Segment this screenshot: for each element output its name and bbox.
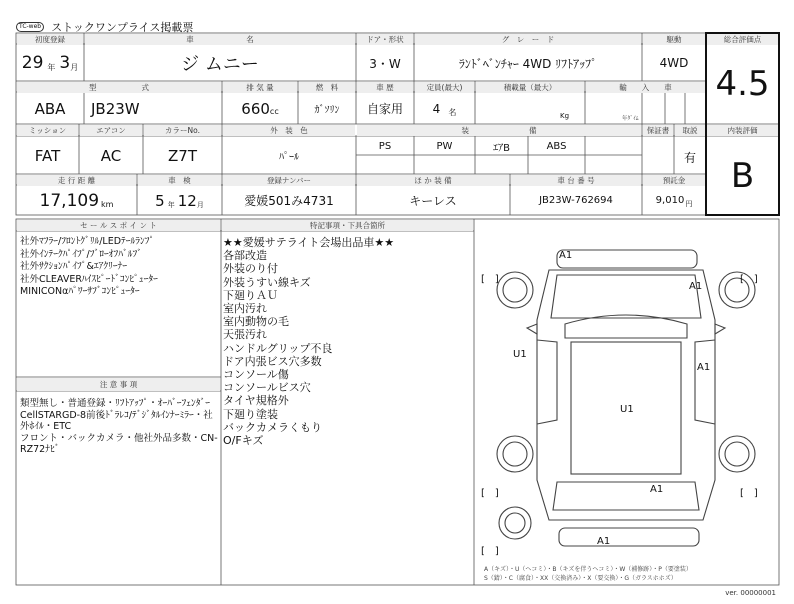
label-selling-points: セ ー ル ス ポ イ ン ト bbox=[17, 220, 220, 231]
label-warranty: 保証書 bbox=[643, 125, 673, 136]
page-title: ストックワンプライス掲載票 bbox=[51, 20, 194, 34]
label-equipment: 装 備 bbox=[357, 125, 641, 136]
caution-text bbox=[20, 398, 218, 456]
plate: 愛媛501み4731 bbox=[244, 194, 334, 208]
label-first-reg: 初度登録 bbox=[17, 34, 83, 45]
damage-mark: U1 bbox=[620, 404, 634, 415]
mileage-unit: km bbox=[101, 200, 114, 209]
label-car-name: 車 名 bbox=[85, 34, 355, 45]
reg-year-unit: 年 bbox=[47, 62, 56, 72]
label-other-equipment: ほ か 装 備 bbox=[357, 175, 509, 186]
damage-mark: A1 bbox=[559, 250, 573, 261]
special-notes: ★★愛媛サテライト会場出品車★★ 各部改造 外装のり付 外装うすい線キズ 下廻りＡＵ 室内汚れ 室内動物の毛 天張汚れ ハンドルグリップ不良 ドア内張ビス穴多数 コンソール傷 コンソールビス穴 タイヤ規格外 下廻り塗装 バックカメラくもり O/Fキズ bbox=[223, 236, 395, 448]
label-caution: 注 意 事 項 bbox=[17, 378, 220, 391]
reg-month-unit: 月 bbox=[70, 62, 79, 72]
label-fuel: 燃 料 bbox=[299, 82, 355, 93]
deposit: 9,010 bbox=[655, 195, 685, 206]
label-inspection: 車 検 bbox=[138, 175, 221, 186]
displacement-value bbox=[223, 93, 297, 124]
deposit-value bbox=[643, 186, 705, 215]
legend-line-1: A（キズ）・U（ヘコミ）・B（キズを伴うヘコミ）・W（補修跡）・P（要塗装） bbox=[484, 566, 692, 573]
bracket-mark: [ ] bbox=[740, 274, 758, 285]
label-manual: 取説 bbox=[675, 125, 705, 136]
label-displacement: 排 気 量 bbox=[223, 82, 297, 93]
interior-score: B bbox=[730, 155, 755, 196]
aircon: AC bbox=[100, 146, 122, 165]
label-plate: 登録ナンバー bbox=[223, 175, 355, 186]
bracket-mark: [ ] bbox=[740, 488, 758, 499]
mileage-value bbox=[17, 186, 136, 215]
damage-mark: U1 bbox=[513, 349, 527, 360]
first-reg-value bbox=[17, 45, 83, 81]
equipment-item: PW bbox=[436, 140, 453, 152]
version: ver. 00000001 bbox=[725, 589, 776, 597]
damage-mark: A1 bbox=[689, 281, 703, 292]
label-model: 型 式 bbox=[17, 82, 221, 93]
label-interior-score: 内装評価 bbox=[707, 125, 778, 136]
bracket-mark: [ ] bbox=[481, 488, 499, 499]
equipment-item: ABS bbox=[546, 140, 567, 152]
other-equipment: キーレス bbox=[409, 194, 457, 208]
label-overall-score: 総合評価点 bbox=[707, 34, 778, 45]
car-damage-diagram bbox=[475, 220, 778, 584]
bracket-mark: [ ] bbox=[481, 274, 499, 285]
capacity-unit: 名 bbox=[448, 108, 457, 117]
label-aircon: エアコン bbox=[80, 125, 142, 136]
label-drive: 駆動 bbox=[643, 34, 705, 45]
label-usage: 車 歴 bbox=[357, 82, 413, 93]
equipment-item: PS bbox=[378, 140, 392, 152]
reg-year: 29 bbox=[21, 53, 44, 73]
reg-month: 3 bbox=[59, 53, 71, 73]
exterior-color: ﾊﾟｰﾙ bbox=[279, 152, 299, 163]
label-mission: ミッション bbox=[17, 125, 78, 136]
color-no: Z7T bbox=[168, 146, 197, 165]
manual: 有 bbox=[683, 150, 696, 165]
selling-points: 社外ﾏﾌﾗｰ/ﾌﾛﾝﾄｸﾞﾘﾙ/LEDﾃｰﾙﾗﾝﾌﾟ 社外ｲﾝﾃｰｸﾊﾟｲﾌﾟ/ﾌﾞﾛｰｵﾌﾊﾞﾙﾌﾞ 社外ｻｸｼｮﾝﾊﾟｲﾌﾟ&ｴｱｸﾘｰﾅｰ 社外CLEAVERﾊｲｽﾋﾟｰﾄﾞｺﾝﾋﾟｭｰﾀｰ MINICONαﾊﾟﾜｰｻﾌﾞｺﾝﾋﾟｭｰﾀｰ bbox=[20, 236, 158, 298]
capacity-value bbox=[415, 93, 474, 124]
model-prefix: ABA bbox=[34, 99, 66, 118]
label-load: 積載量（最大） bbox=[476, 82, 584, 93]
load-unit: Kg bbox=[560, 112, 570, 120]
label-exterior-color: 外 装 色 bbox=[223, 125, 355, 136]
deposit-unit: 円 bbox=[685, 199, 693, 208]
inspection-year-unit: 年 bbox=[167, 200, 175, 209]
bracket-mark: [ ] bbox=[481, 546, 499, 557]
damage-mark: A1 bbox=[597, 536, 611, 547]
inspection-month-unit: 月 bbox=[196, 200, 204, 209]
damage-mark: A1 bbox=[650, 484, 664, 495]
label-deposit: 預託金 bbox=[643, 175, 705, 186]
car-name: ジ ムニー bbox=[181, 54, 259, 75]
equipment-item: ｴｱB bbox=[493, 142, 510, 154]
grade: ﾗﾝﾄﾞﾍﾞﾝﾁｬｰ 4WD ﾘﾌﾄｱｯﾌﾟ bbox=[458, 56, 598, 71]
usage: 自家用 bbox=[366, 102, 403, 116]
inspection-year: 5 bbox=[155, 191, 165, 210]
label-mileage: 走 行 距 離 bbox=[17, 175, 136, 186]
label-grade: グ レ ー ド bbox=[415, 34, 641, 45]
door-shape: 3・W bbox=[369, 56, 401, 71]
fuel: ｶﾞｿﾘﾝ bbox=[314, 105, 340, 116]
displacement-unit: cc bbox=[269, 107, 279, 116]
caution-content: 類型無し・普通登録・ﾘﾌﾄｱｯﾌﾟ・ｵｰﾊﾞｰﾌｪﾝﾀﾞｰ CellSTARGD-8前後ﾄﾞﾗﾚｺ/ﾃﾞｼﾞﾀﾙｲﾝﾅｰﾐﾗｰ・社外ﾎｲﾙ・ETC フロント・バックカメラ・他社外品多数・CN-RZ72ﾅﾋﾞ bbox=[20, 398, 218, 455]
label-import: 輸 入 車 bbox=[586, 82, 705, 93]
mission: FAT bbox=[34, 146, 61, 165]
logo: TC-web bbox=[16, 22, 44, 32]
import-label: 年ﾀﾞｲﾑ bbox=[622, 116, 639, 122]
chassis: JB23W-762694 bbox=[539, 195, 613, 206]
inspection-month: 12 bbox=[177, 191, 197, 210]
drive: 4WD bbox=[659, 56, 689, 70]
mileage: 17,109 bbox=[39, 190, 100, 211]
inspection-value bbox=[138, 186, 221, 215]
capacity: 4 bbox=[432, 101, 441, 116]
model: JB23W bbox=[91, 99, 140, 118]
legend-line-2: S（錆）・C（腐食）・XX（交換済み）・X（要交換）・G（ガラスホホズ） bbox=[484, 575, 677, 582]
overall-score: 4.5 bbox=[715, 64, 770, 104]
label-capacity: 定員(最大) bbox=[415, 82, 474, 93]
label-chassis: 車 台 番 号 bbox=[511, 175, 641, 186]
label-door-shape: ドア・形状 bbox=[357, 34, 413, 45]
label-color-no: カラーNo. bbox=[144, 125, 221, 136]
displacement: 660 bbox=[241, 99, 270, 118]
label-special-notes: 特記事項・下具合箇所 bbox=[222, 220, 473, 231]
damage-mark: A1 bbox=[697, 362, 711, 373]
